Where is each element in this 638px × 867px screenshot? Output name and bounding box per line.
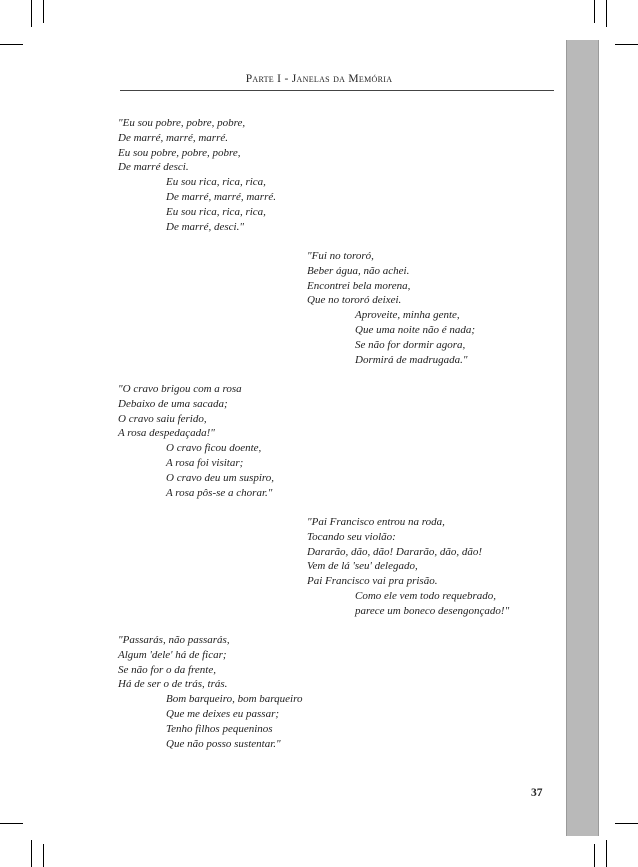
poem-line: Bom barqueiro, bom barqueiro — [166, 693, 303, 706]
poem-line: Que uma noite não é nada; — [355, 323, 476, 336]
crop-mark — [615, 823, 638, 824]
poem-line: Eu sou rica, rica, rica, — [166, 176, 266, 189]
poem-block — [118, 382, 274, 500]
poem-line: "Passarás, não passarás, — [118, 634, 230, 646]
poem-line: Aproveite, minha gente, — [355, 309, 460, 322]
poem-line: De marré, marré, marré. — [166, 190, 276, 203]
poem-line: A rosa foi visitar; — [166, 456, 244, 469]
poem-line: Se não for dormir agora, — [355, 338, 466, 351]
poem-line: Que não posso sustentar." — [166, 737, 281, 750]
poem-line: "Fui no tororó, — [307, 250, 374, 262]
poem-line: De marré, desci." — [166, 220, 244, 233]
poem-line: Como ele vem todo requebrado, — [355, 589, 497, 602]
poem-line: "O cravo brigou com a rosa — [118, 383, 242, 395]
poem-line: Debaixo de uma sacada; — [118, 397, 228, 410]
poem-block — [307, 515, 509, 619]
poem-line: "Pai Francisco entrou na roda, — [307, 516, 445, 528]
crop-mark — [606, 840, 607, 867]
crop-mark — [0, 44, 23, 45]
page-number: 37 — [531, 787, 543, 799]
poem-line: De marré desci. — [118, 161, 189, 174]
poem-line: Pai Francisco vai pra prisão. — [307, 575, 438, 588]
crop-mark — [0, 823, 23, 824]
poem-line: O cravo deu um suspiro, — [166, 471, 275, 484]
poem-line: Tenho filhos pequeninos — [166, 722, 273, 735]
poem-line: A rosa pôs-se a chorar." — [166, 486, 273, 499]
poem-line: Dararão, dão, dão! Dararão, dão, dão! — [307, 545, 483, 558]
crop-mark — [594, 844, 595, 867]
poem-line: Eu sou pobre, pobre, pobre, — [118, 146, 241, 159]
crop-mark — [615, 44, 638, 45]
poem-line: Dormirá de madrugada." — [355, 353, 468, 366]
poem-line: O cravo saiu ferido, — [118, 412, 207, 425]
crop-mark — [43, 844, 44, 867]
crop-mark — [31, 0, 32, 27]
poem-line: Algum 'dele' há de ficar; — [118, 648, 227, 661]
poem-line: parece um boneco desengonçado!" — [355, 604, 510, 617]
header-rule — [120, 90, 554, 91]
crop-mark — [43, 0, 44, 23]
poem-line: De marré, marré, marré. — [118, 131, 228, 144]
poem-line: A rosa despedaçada!" — [118, 427, 215, 440]
poem-line: Que no tororó deixei. — [307, 294, 402, 307]
poem-line: Eu sou rica, rica, rica, — [166, 205, 266, 218]
crop-mark — [594, 0, 595, 23]
poem-line: Tocando seu violão: — [307, 530, 396, 543]
poem-line: Há de ser o de trás, trás. — [118, 678, 228, 691]
poem-line: Vem de lá 'seu' delegado, — [307, 560, 418, 573]
poem-block — [118, 116, 276, 234]
poem-line: Que me deixes eu passar; — [166, 707, 280, 720]
poem-line: "Eu sou pobre, pobre, pobre, — [118, 117, 246, 129]
poem-line: O cravo ficou doente, — [166, 442, 262, 455]
crop-mark — [31, 840, 32, 867]
poem-line: Encontrei bela morena, — [307, 279, 411, 292]
poem-line: Se não for o da frente, — [118, 663, 216, 676]
page-edge-tab — [566, 40, 599, 836]
poem-block — [118, 633, 302, 751]
poem-block — [307, 249, 475, 367]
crop-mark — [606, 0, 607, 27]
poem-line: Beber água, não achei. — [307, 264, 410, 277]
running-header: Parte I - Janelas da Memória — [245, 73, 393, 85]
